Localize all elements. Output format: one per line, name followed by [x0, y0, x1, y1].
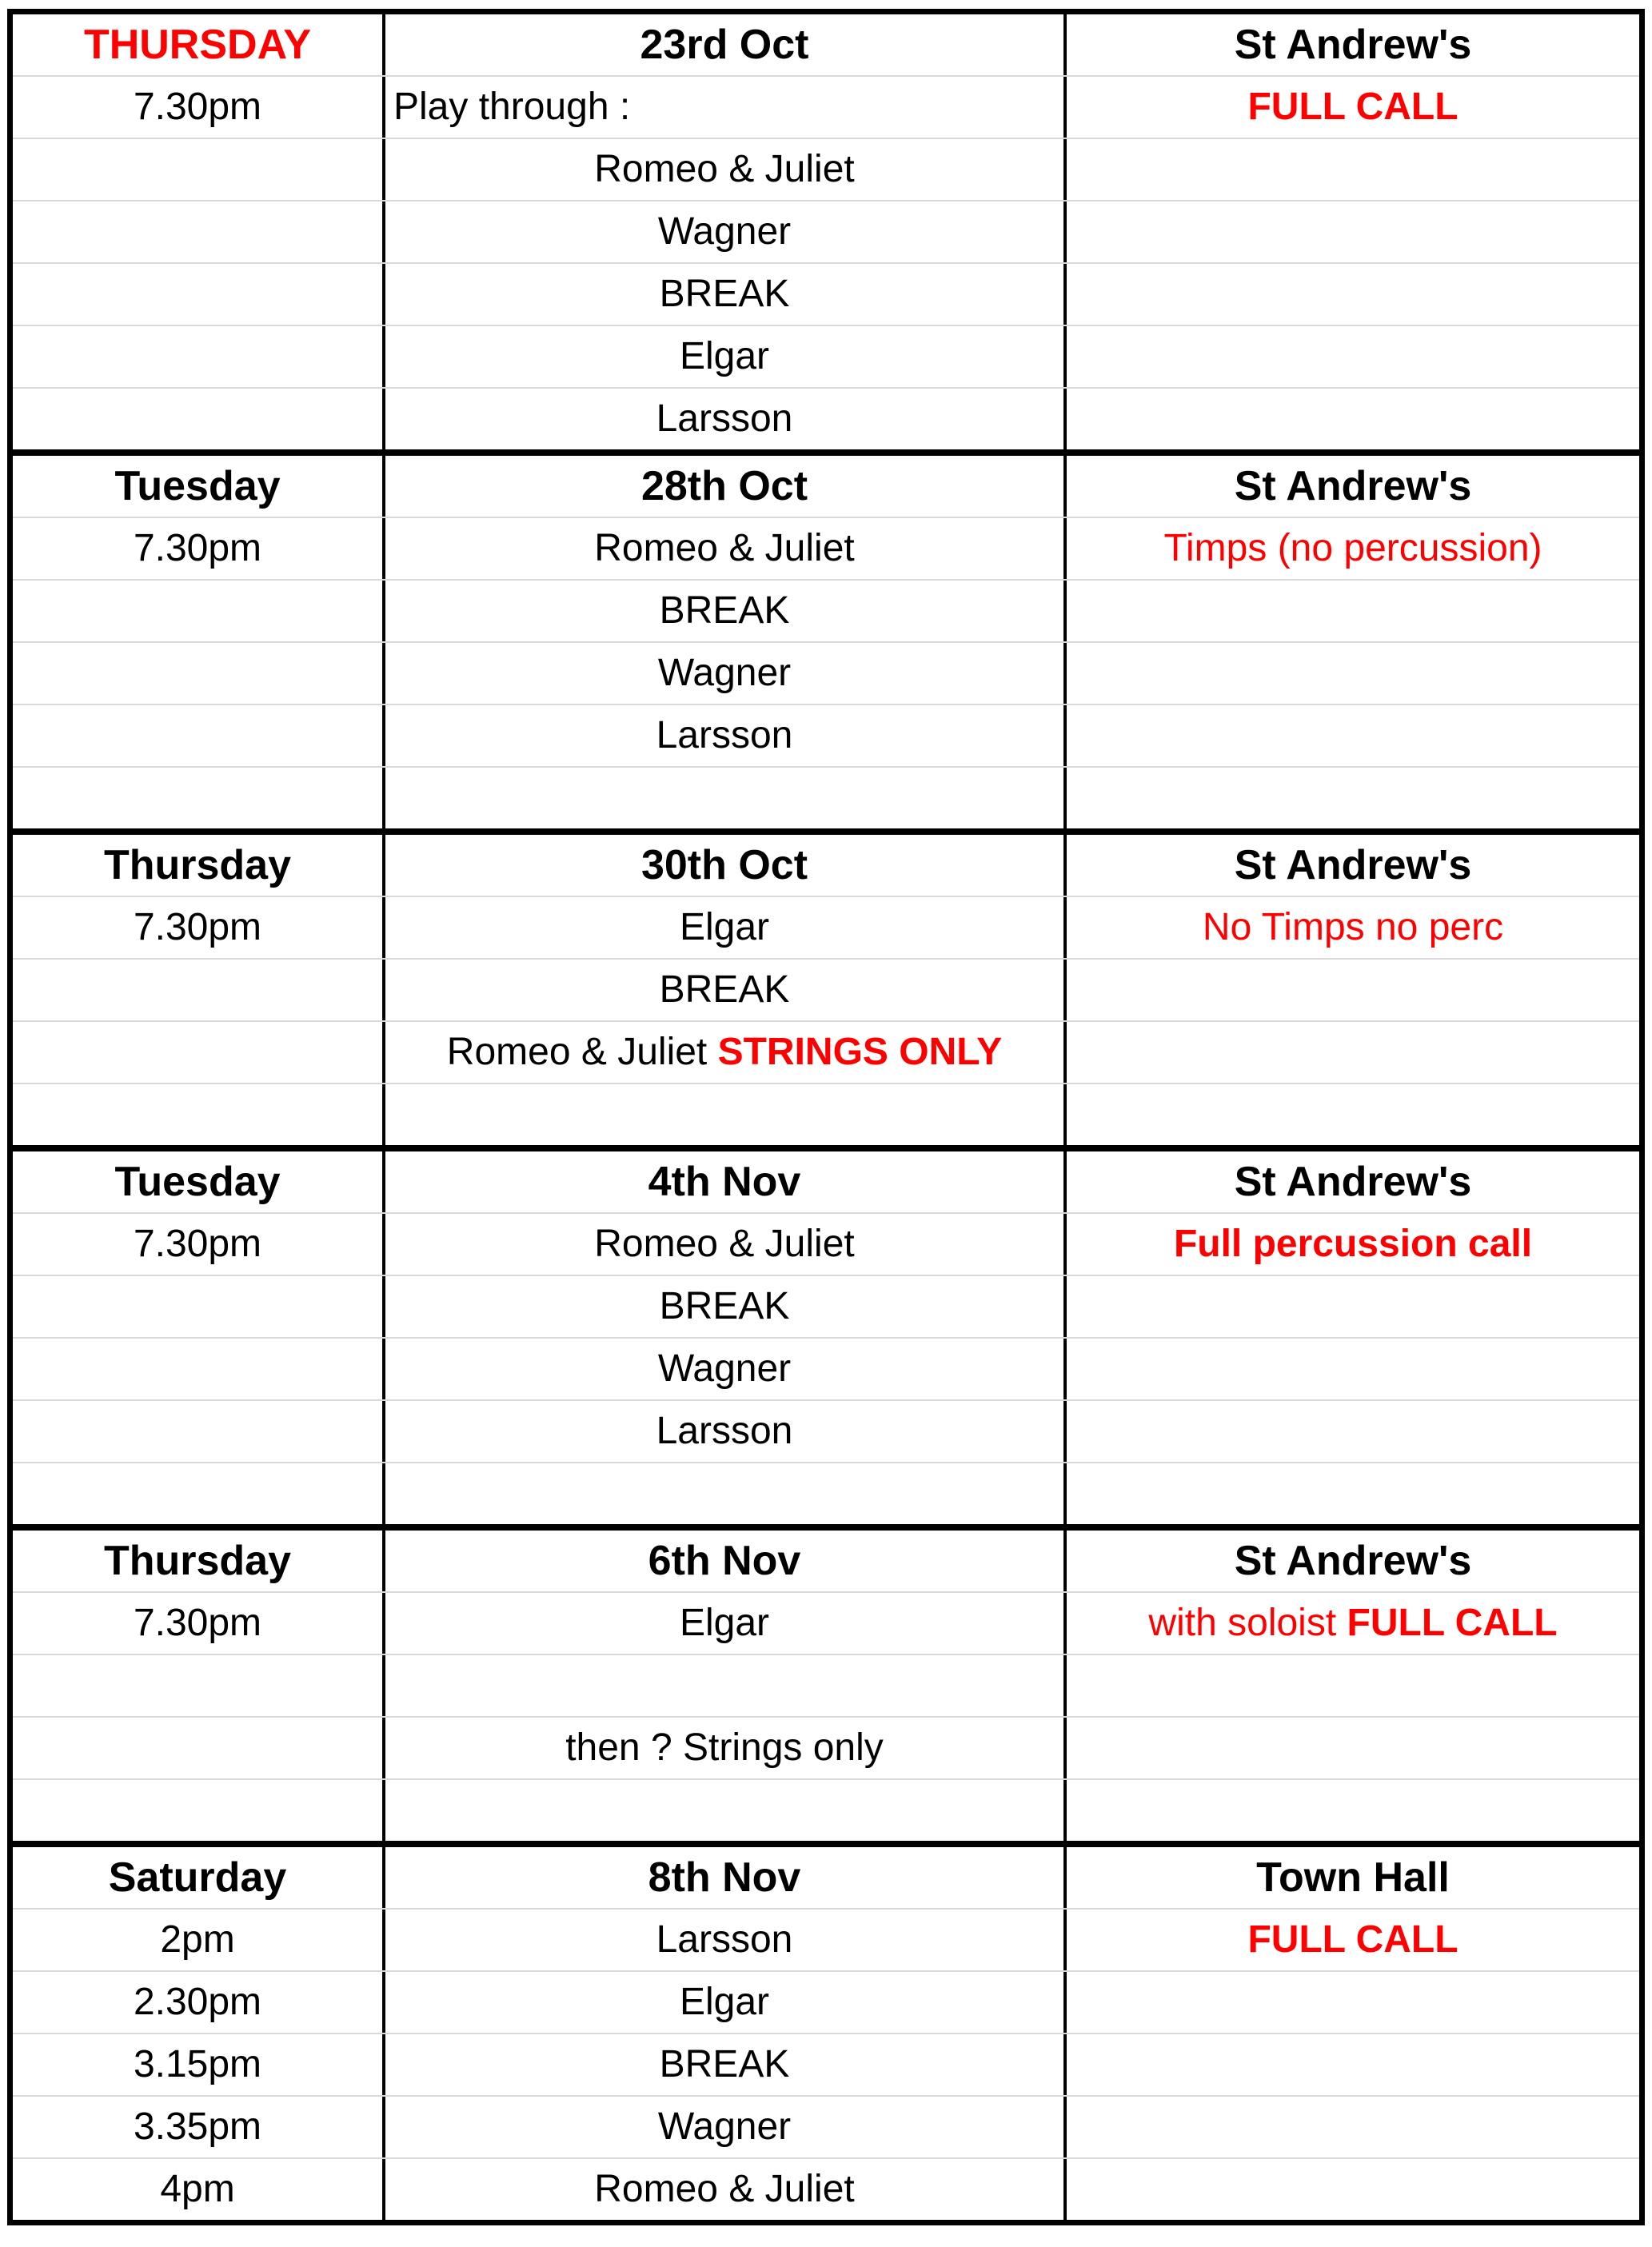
note-cell	[1067, 643, 1639, 704]
table-row	[13, 897, 1639, 960]
venue-header-cell: St Andrew's	[1234, 463, 1472, 509]
program-cell: Romeo & Juliet	[385, 139, 1067, 200]
table-row	[13, 835, 1639, 897]
schedule-block-23rd-oct	[13, 14, 1639, 456]
venue-header-cell: Town Hall	[1256, 1854, 1450, 1901]
program-cell: Larsson	[385, 389, 1067, 449]
note-text: with soloist	[1148, 1602, 1347, 1644]
table-row	[13, 389, 1639, 449]
note-cell	[1067, 1718, 1639, 1778]
note-cell	[1067, 326, 1639, 387]
table-row	[13, 326, 1639, 389]
schedule-block-8th-nov	[13, 1847, 1639, 2220]
program-cell: Elgar	[385, 1972, 1067, 2033]
program-cell: Wagner	[385, 2097, 1067, 2157]
program-cell: Romeo & Juliet	[385, 2159, 1067, 2220]
program-cell: Elgar	[385, 326, 1067, 387]
note-cell	[1067, 264, 1639, 325]
note-cell	[1067, 1972, 1639, 2033]
venue-header-cell: St Andrew's	[1234, 22, 1472, 68]
rehearsal-schedule-table	[7, 9, 1645, 2225]
table-row	[13, 1339, 1639, 1401]
day-header-cell: THURSDAY	[13, 14, 385, 75]
note-cell	[1067, 1276, 1639, 1337]
time-cell	[13, 1084, 385, 1145]
program-cell: Larsson	[385, 1401, 1067, 1462]
table-row	[13, 2097, 1639, 2159]
time-cell	[13, 581, 385, 641]
time-cell: 3.35pm	[13, 2097, 385, 2157]
table-row	[13, 2159, 1639, 2220]
day-header-cell: Saturday	[13, 1847, 385, 1908]
program-highlight: STRINGS ONLY	[717, 1031, 1003, 1073]
note-highlight: FULL CALL	[1347, 1602, 1558, 1644]
program-cell: Elgar	[385, 1593, 1067, 1654]
note-cell	[1067, 1339, 1639, 1399]
time-cell: 7.30pm	[13, 77, 385, 138]
time-cell	[13, 389, 385, 449]
table-row	[13, 768, 1639, 828]
note-cell	[1067, 1655, 1639, 1716]
time-cell	[13, 139, 385, 200]
time-cell: 7.30pm	[13, 897, 385, 958]
time-cell	[13, 705, 385, 766]
time-cell	[13, 264, 385, 325]
table-row	[13, 1276, 1639, 1339]
time-cell	[13, 1401, 385, 1462]
date-header-cell: 4th Nov	[385, 1151, 1067, 1212]
time-cell: 7.30pm	[13, 518, 385, 579]
program-cell: Play through :	[385, 77, 1067, 138]
program-cell: Wagner	[385, 202, 1067, 262]
time-cell	[13, 643, 385, 704]
table-row	[13, 1718, 1639, 1780]
program-cell: BREAK	[385, 2034, 1067, 2095]
program-cell	[385, 1084, 1067, 1145]
table-row	[13, 518, 1639, 581]
program-text: Romeo & Juliet	[446, 1031, 718, 1073]
program-cell: Romeo & Juliet	[385, 518, 1067, 579]
note-cell	[1067, 1780, 1639, 1841]
program-cell	[385, 1022, 1067, 1083]
program-cell: Larsson	[385, 705, 1067, 766]
note-cell	[1067, 1022, 1639, 1083]
date-header-cell: 8th Nov	[385, 1847, 1067, 1908]
table-row	[13, 1972, 1639, 2034]
program-cell: Romeo & Juliet	[385, 1214, 1067, 1275]
time-cell	[13, 1655, 385, 1716]
program-cell: Wagner	[385, 1339, 1067, 1399]
note-cell	[1067, 1463, 1639, 1524]
schedule-block-28th-oct	[13, 456, 1639, 835]
table-row	[13, 960, 1639, 1022]
program-cell	[385, 768, 1067, 828]
schedule-block-30th-oct	[13, 835, 1639, 1151]
note-cell	[1067, 1401, 1639, 1462]
time-cell: 7.30pm	[13, 1593, 385, 1654]
note-cell	[1067, 705, 1639, 766]
date-header-cell: 23rd Oct	[385, 14, 1067, 75]
time-cell	[13, 1339, 385, 1399]
time-cell: 4pm	[13, 2159, 385, 2220]
table-row	[13, 1463, 1639, 1524]
note-cell	[1067, 2034, 1639, 2095]
date-header-cell: 28th Oct	[385, 456, 1067, 517]
table-row	[13, 1593, 1639, 1655]
table-row	[13, 1847, 1639, 1910]
program-cell: BREAK	[385, 1276, 1067, 1337]
program-cell: Larsson	[385, 1910, 1067, 1970]
table-row	[13, 456, 1639, 518]
table-row	[13, 1401, 1639, 1463]
table-row	[13, 139, 1639, 202]
table-row	[13, 2034, 1639, 2097]
table-row	[13, 202, 1639, 264]
note-cell	[1067, 2159, 1639, 2220]
program-cell	[385, 1655, 1067, 1716]
day-header-cell: Tuesday	[13, 1151, 385, 1212]
venue-header-cell: St Andrew's	[1234, 1159, 1472, 1205]
day-header-cell: Tuesday	[13, 456, 385, 517]
note-cell	[1067, 139, 1639, 200]
program-cell	[385, 1780, 1067, 1841]
program-cell: BREAK	[385, 960, 1067, 1020]
table-row	[13, 1214, 1639, 1276]
time-cell: 7.30pm	[13, 1214, 385, 1275]
table-row	[13, 1910, 1639, 1972]
table-row	[13, 643, 1639, 705]
table-row	[13, 1151, 1639, 1214]
time-cell: 2.30pm	[13, 1972, 385, 2033]
table-row	[13, 14, 1639, 77]
time-cell	[13, 326, 385, 387]
table-row	[13, 1655, 1639, 1718]
program-cell: BREAK	[385, 581, 1067, 641]
table-row	[13, 1022, 1639, 1084]
time-cell	[13, 768, 385, 828]
time-cell: 3.15pm	[13, 2034, 385, 2095]
note-cell: FULL CALL	[1247, 1918, 1458, 1961]
time-cell	[13, 1463, 385, 1524]
program-cell: then ? Strings only	[385, 1718, 1067, 1778]
time-cell	[13, 960, 385, 1020]
schedule-block-6th-nov	[13, 1531, 1639, 1847]
note-cell	[1067, 389, 1639, 449]
time-cell	[13, 202, 385, 262]
program-cell: BREAK	[385, 264, 1067, 325]
time-cell	[13, 1276, 385, 1337]
table-row	[13, 1531, 1639, 1593]
note-cell: Full percussion call	[1173, 1223, 1533, 1265]
table-row	[13, 705, 1639, 768]
note-cell: Timps (no percussion)	[1163, 527, 1542, 569]
date-header-cell: 6th Nov	[385, 1531, 1067, 1591]
program-cell	[385, 1463, 1067, 1524]
note-cell	[1067, 581, 1639, 641]
note-cell	[1067, 1084, 1639, 1145]
time-cell	[13, 1718, 385, 1778]
date-header-cell: 30th Oct	[385, 835, 1067, 896]
time-cell	[13, 1022, 385, 1083]
table-row	[13, 581, 1639, 643]
note-cell: No Timps no perc	[1202, 906, 1504, 948]
note-cell	[1067, 202, 1639, 262]
table-row	[13, 1780, 1639, 1841]
day-header-cell: Thursday	[13, 835, 385, 896]
day-header-cell: Thursday	[13, 1531, 385, 1591]
note-cell	[1067, 1593, 1639, 1654]
note-cell	[1067, 768, 1639, 828]
venue-header-cell: St Andrew's	[1234, 1538, 1472, 1584]
program-cell: Wagner	[385, 643, 1067, 704]
note-cell: FULL CALL	[1247, 86, 1458, 128]
time-cell: 2pm	[13, 1910, 385, 1970]
note-cell	[1067, 2097, 1639, 2157]
time-cell	[13, 1780, 385, 1841]
program-cell: Elgar	[385, 897, 1067, 958]
venue-header-cell: St Andrew's	[1234, 842, 1472, 888]
note-cell	[1067, 960, 1639, 1020]
schedule-block-4th-nov	[13, 1151, 1639, 1531]
table-row	[13, 77, 1639, 139]
table-row	[13, 264, 1639, 326]
table-row	[13, 1084, 1639, 1145]
